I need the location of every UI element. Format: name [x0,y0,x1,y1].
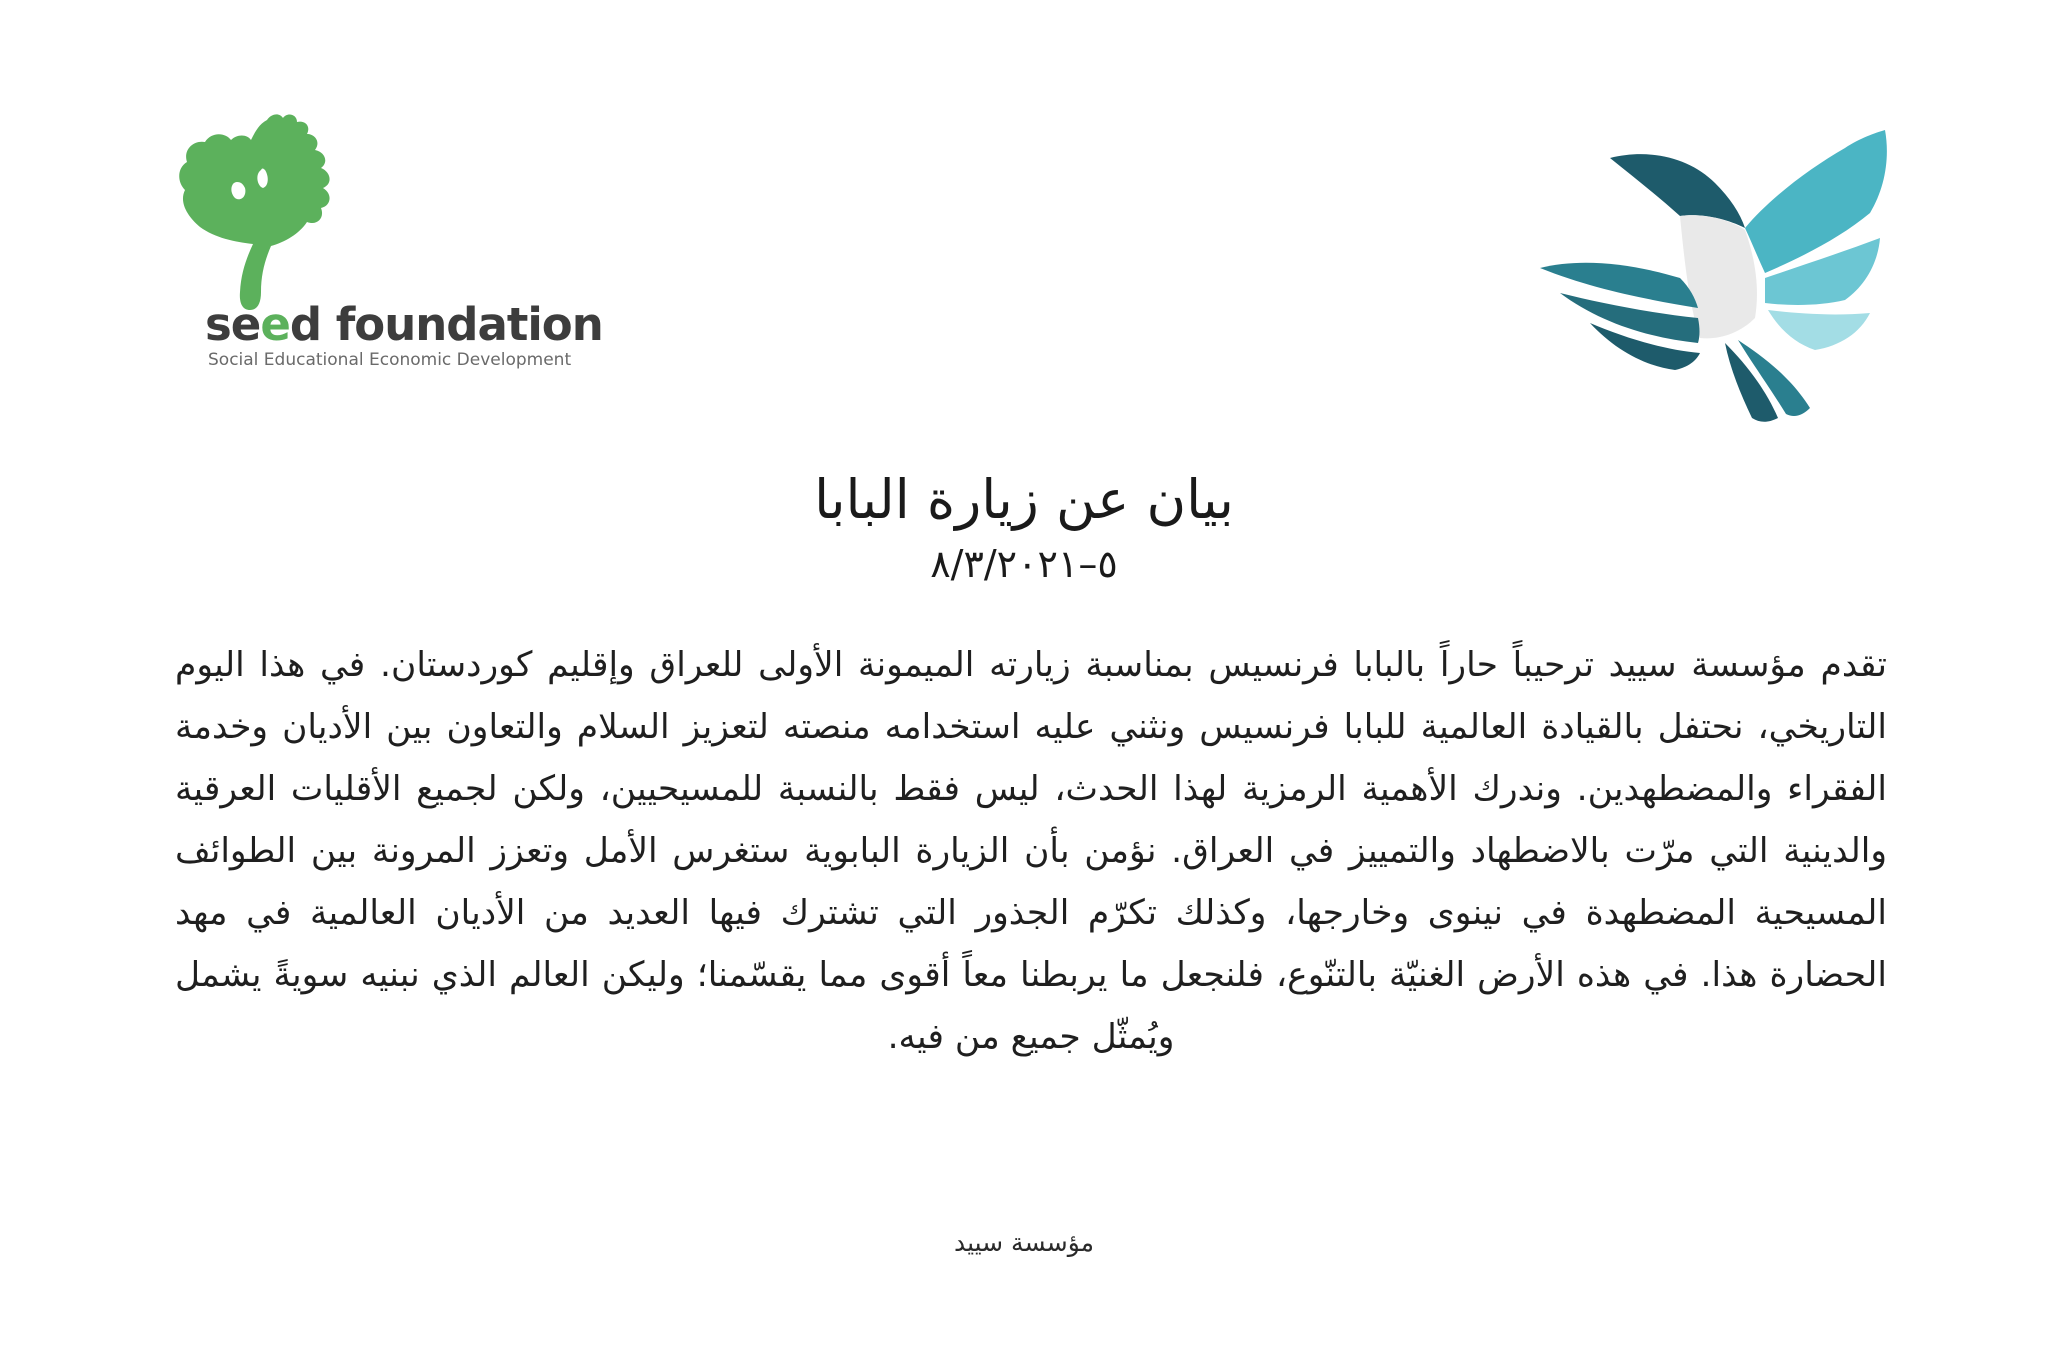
statement-title: بيان عن زيارة البابا [814,468,1234,531]
seed-foundation-tagline: Social Educational Economic Development [208,350,572,370]
seed-foundation-logo [175,112,603,382]
statement-date: ٥–٨/٣/٢٠٢١ [930,542,1118,586]
seed-foundation-wordmark: seed foundation [205,298,603,351]
tree-icon [175,112,350,312]
statement-body: تقدم مؤسسة سييد ترحيباً حاراً بالبابا فرنسيس بمناسبة زيارته الميمونة الأولى للعراق وإقليم كوردستان. في هذا اليوم التاريخي، نحتفل بالقيادة العالمية للبابا فرنسيس ونثني عليه استخدامه منصته لتعزيز السلام والتعاون بين الأديان وخدمة الفقراء والمضطهدين. وندرك الأهمية الرمزية لهذا الحدث، ليس فقط بالنسبة للمسيحيين، ولكن لجميع الأقليات العرقية والدينية التي مرّت بالاضطهاد والتمييز في العراق. نؤمن بأن الزيارة البابوية ستغرس الأمل وتعزز المرونة بين الطوائف المسيحية المضطهدة في نينوى وخارجها، وكذلك تكرّم الجذور التي تشترك فيها العديد من الأديان العالمية في مهد الحضارة هذا. في هذه الأرض الغنيّة بالتنّوع، فلنجعل ما يربطنا معاً أقوى مما يقسّمنا؛ وليكن العالم الذي نبنيه سويةً يشمل ويُمثّل جميع من فيه. [175,645,1887,1057]
dove-icon [1540,118,1900,428]
statement-signature: مؤسسة سييد [953,1228,1095,1257]
